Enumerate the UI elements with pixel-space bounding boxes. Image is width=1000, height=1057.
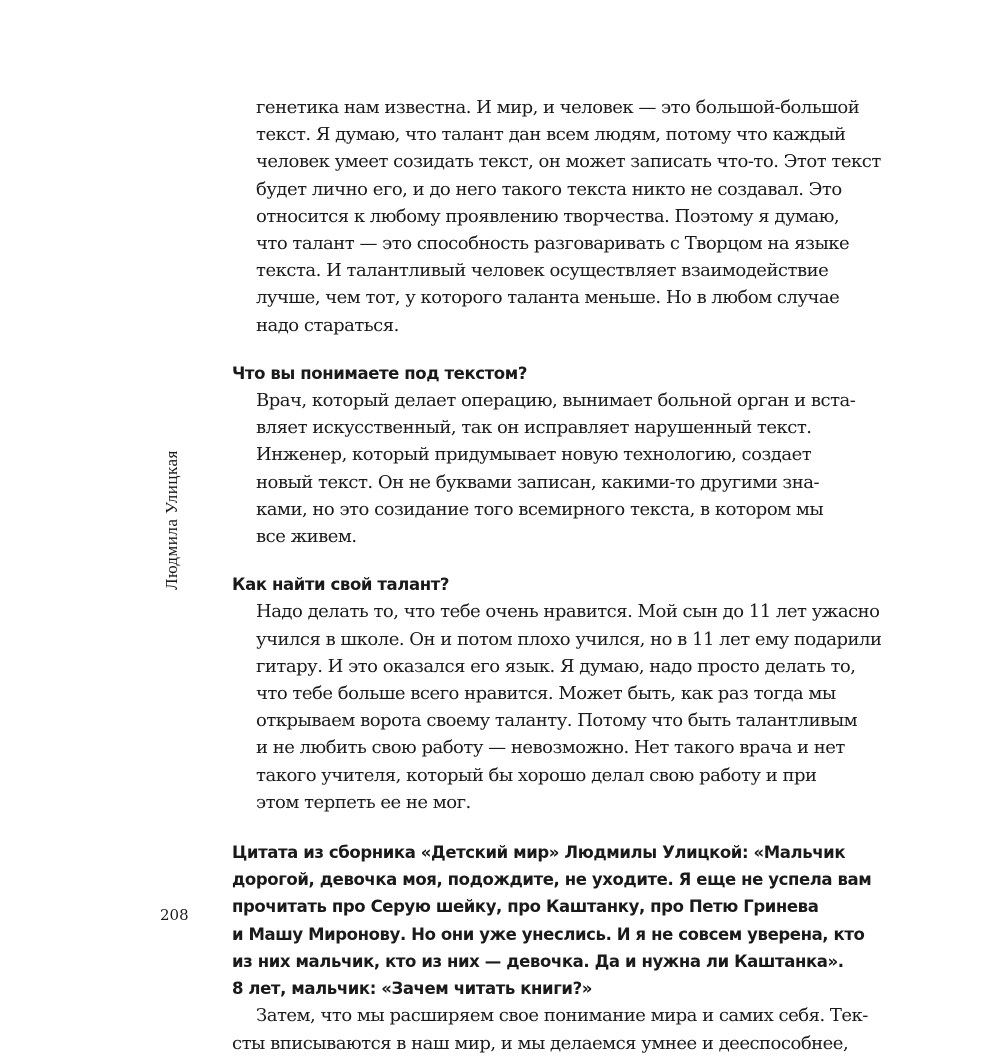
text-line: надо стараться. bbox=[256, 314, 399, 336]
question-heading: Что вы понимаете под текстом? bbox=[232, 363, 527, 383]
quote-heading bbox=[232, 839, 872, 1002]
text-line: что тебе больше всего нравится. Может быть, как раз тогда мы bbox=[256, 683, 836, 705]
text-line: Надо делать то, что тебе очень нравится. Мой сын до 11 лет ужасно bbox=[256, 601, 880, 623]
text-line: ками, но это созидание того всемирного текста, в котором мы bbox=[256, 498, 824, 520]
quote-line: дорогой, девочка моя, подождите, не уходите. Я еще не успела вам bbox=[232, 870, 872, 890]
text-line: гитару. И это оказался его язык. Я думаю, надо просто делать то, bbox=[256, 655, 856, 677]
text-line: будет лично его, и до него такого текста никто не создавал. Это bbox=[256, 178, 842, 200]
text-line: Врач, который делает операцию, вынимает больной орган и вста- bbox=[256, 390, 856, 412]
quote-line: прочитать про Серую шейку, про Каштанку, про Петю Гринева bbox=[232, 897, 819, 917]
running-head-author: Людмила Улицкая bbox=[162, 450, 181, 590]
text-line: что талант — это способность разговаривать с Творцом на языке bbox=[256, 233, 850, 255]
quote-line: 8 лет, мальчик: «Зачем читать книги?» bbox=[232, 979, 593, 999]
text-line: относится к любому проявлению творчества. Поэтому я думаю, bbox=[256, 205, 840, 227]
text-line: все живем. bbox=[256, 526, 357, 548]
quote-line: из них мальчик, кто из них — девочка. Да и нужна ли Каштанка». bbox=[232, 951, 844, 971]
answer-3 bbox=[232, 1002, 868, 1056]
text-line: текст. Я думаю, что талант дан всем людям, потому что каждый bbox=[256, 124, 846, 146]
answer-2 bbox=[232, 598, 882, 816]
text-line: лучше, чем тот, у которого таланта меньше. Но в любом случае bbox=[256, 287, 840, 309]
answer-1 bbox=[232, 387, 856, 550]
text-line: сты вписываются в наш мир, и мы делаемся умнее и дееспособнее, bbox=[232, 1032, 849, 1054]
text-line: открываем ворота своему таланту. Потому что быть талантливым bbox=[256, 710, 858, 732]
text-line: Инженер, который придумывает новую технологию, создает bbox=[256, 444, 812, 466]
paragraph-1 bbox=[232, 94, 881, 339]
question-heading: Как найти свой талант? bbox=[232, 575, 450, 595]
text-line: человек умеет созидать текст, он может записать что-то. Этот текст bbox=[256, 151, 881, 173]
text-line: вляет искусственный, так он исправляет нарушенный текст. bbox=[256, 417, 812, 439]
text-line: этом терпеть ее не мог. bbox=[256, 791, 471, 813]
text-line: Затем, что мы расширяем свое понимание мира и самих себя. Тек- bbox=[256, 1005, 868, 1027]
page-number: 208 bbox=[160, 906, 189, 924]
text-line: учился в школе. Он и потом плохо учился, но в 11 лет ему подарили bbox=[256, 628, 882, 650]
main-text bbox=[232, 94, 882, 1057]
text-line: текста. И талантливый человек осуществляет взаимодействие bbox=[256, 260, 829, 282]
quote-line: и Машу Миронову. Но они уже унеслись. И я не совсем уверена, кто bbox=[232, 924, 865, 944]
text-line: такого учителя, который бы хорошо делал свою работу и при bbox=[256, 764, 817, 786]
text-line: и не любить свою работу — невозможно. Нет такого врача и нет bbox=[256, 737, 845, 759]
quote-line: Цитата из сборника «Детский мир» Людмилы Улицкой: «Мальчик bbox=[232, 843, 846, 863]
text-line: новый текст. Он не буквами записан, какими-то другими зна- bbox=[256, 471, 820, 493]
text-line: генетика нам известна. И мир, и человек — это большой-большой bbox=[256, 97, 860, 118]
